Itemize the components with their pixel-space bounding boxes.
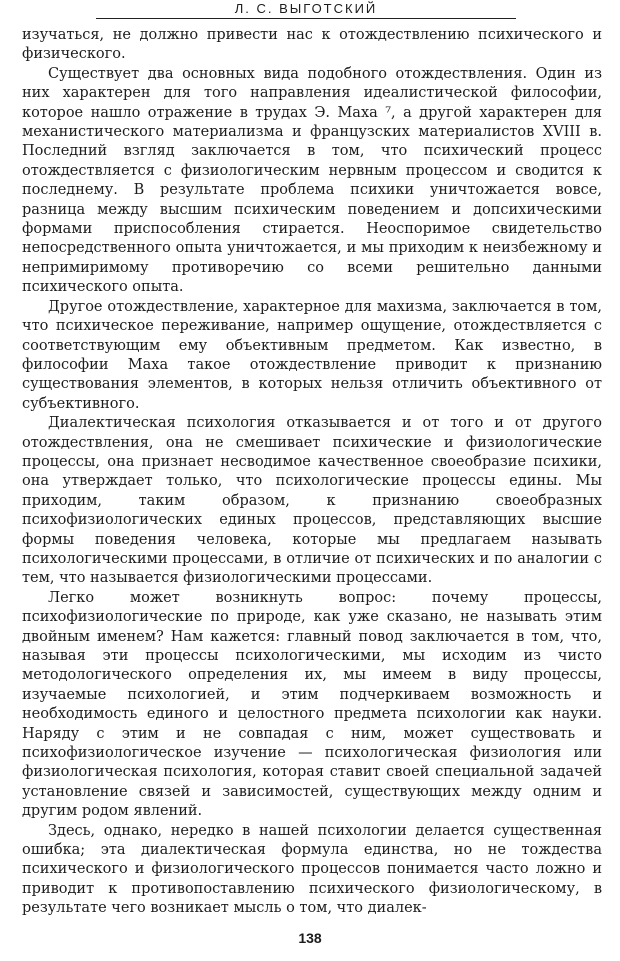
running-header: Л. С. ВЫГОТСКИЙ: [96, 0, 516, 19]
body-text: [22, 26, 602, 919]
paragraph-continuation: изучаться, не должно привести нас к отождествлению психического и физического.: [22, 27, 602, 63]
paragraph: Легко может возникнуть вопрос: почему процессы, психофизиологические по природе, как уже сказано, не называть этим двойным именем? Нам кажется: главный повод заключается в том, что, называя эти процессы психологическими, мы исходим из чисто методологического определения их, мы имеем в виду процессы, изучаемые психологией, и этим подчеркиваем возможность и необходимость единого и целостного предмета психологии как науки. Наряду с этим и не совпадая с ним, может существовать и психофизиологическое изучение — психологическая физиология или физиологическая психология, которая ставит своей специальной задачей установление связей и зависимостей, существующих между одним и другим родом явлений.: [22, 589, 602, 820]
paragraph: Другое отождествление, характерное для махизма, заключается в том, что психическое переживание, например ощущение, отождествляется с соответствующим ему объективным предметом. Как известно, в философии Маха такое отождествление приводит к признанию существования элементов, в которых нельзя отличить объективного от субъективного.: [22, 298, 602, 412]
paragraph: Здесь, однако, нередко в нашей психологии делается существенная ошибка; эта диалектическая формула единства, но не тождества психического и физиологического процессов понимается часто ложно и приводит к противопоставлению психического физиологическому, в результате чего возникает мысль о том, что диалек-: [22, 822, 602, 917]
paragraph: Диалектическая психология отказывается и от того и от другого отождествления, она не смешивает психические и физиологические процессы, она признает несводимое качественное своеобразие психики, она утверждает только, что психологические процессы едины. Мы приходим, таким образом, к признанию своеобразных психофизиологических единых процессов, представляющих высшие формы поведения человека, которые мы предлагаем называть психологическими процессами, в отличие от психических и по аналогии с тем, что называется физиологическими процессами.: [22, 415, 602, 587]
paragraph: Существует два основных вида подобного отождествления. Один из них характерен для того направления идеалистической философии, которое нашло отражение в трудах Э. Маха ⁷, а другой характерен для механистического материализма и французских материалистов XVIII в. Последний взгляд заключается в том, что психический процесс отождествляется с физиологическим нервным процессом и сводится к последнему. В результате проблема психики уничтожается вовсе, разница между высшим психическим поведением и допсихическими формами приспособления стирается. Неоспоримое свидетельство непосредственного опыта уничтожается, и мы приходим к неизбежному и непримиримому противоречию со всеми решительно данными психического опыта.: [22, 65, 602, 296]
page-number: 138: [298, 930, 322, 946]
